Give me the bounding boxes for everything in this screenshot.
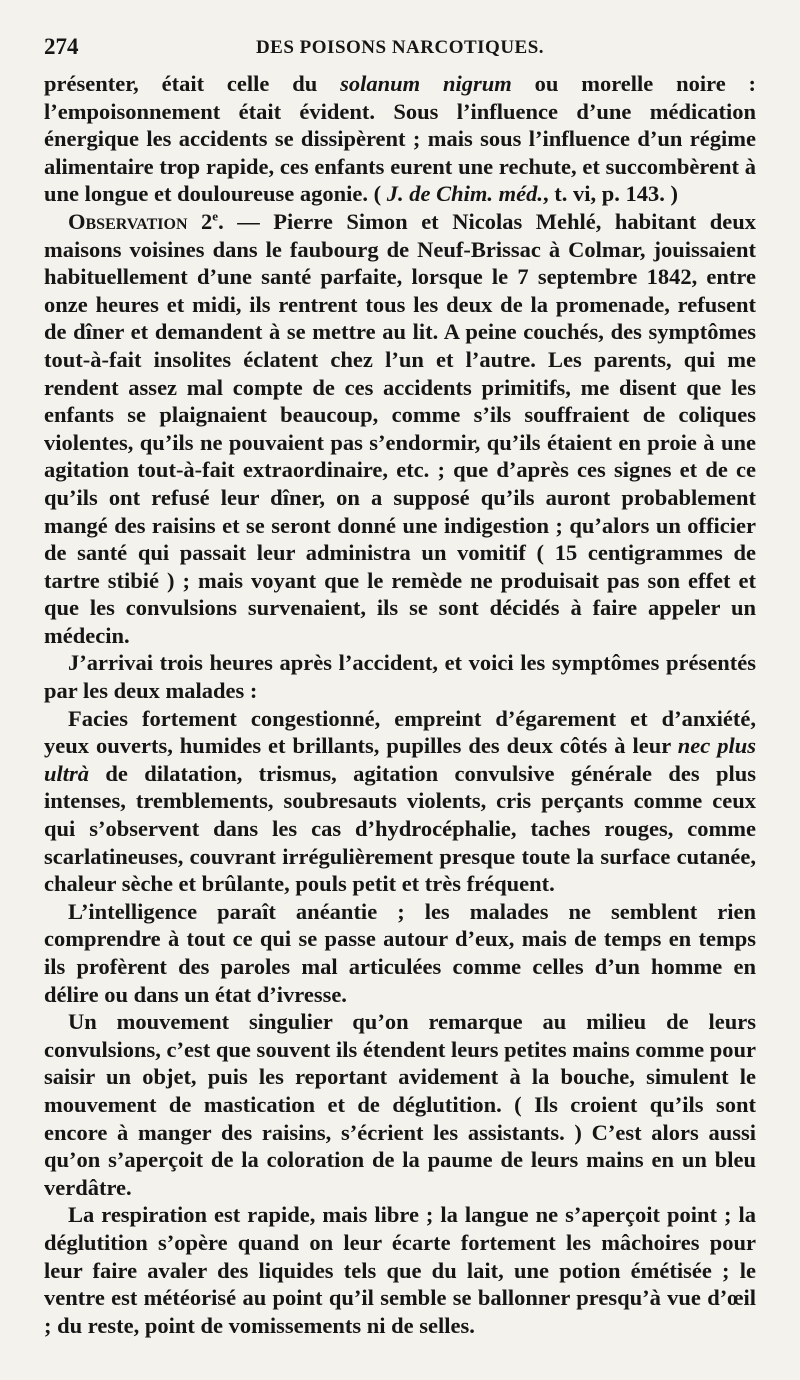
running-title: DES POISONS NARCOTIQUES. bbox=[255, 37, 545, 58]
text-run: ou morelle noire : l’empoisonnement était évident. Sous l’influence d’une médication énergique les accidents se dissipèrent ; mais sous l’influence d’un régime alimentaire trop rapide, ces enfants eurent une rechute, et succombèrent à une longue et douloureuse agonie. ( bbox=[44, 71, 757, 207]
text-run: . — Pierre Simon et Nicolas Mehlé, habitant deux maisons voisines dans le faubourg de Neuf-Brissac à Colmar, jouissaient habituellement d’une santé parfaite, lorsque le 7 septembre 1842, entre onze heures et midi, ils rentrent tous les deux de la promenade, refusent de dîner et demandent à se mettre au lit. A peine couchés, des symptômes tout-à-fait insolites éclatent chez l’un et l’autre. Les parents, qui me rendent assez mal compte de ces accidents primitifs, me disent que les enfants se plaignaient beaucoup, comme s’ils souffraient de coliques violentes, qu’ils ne pouvaient pas s’endormir, qu’ils étaient en proie à une agitation tout-à-fait extraordinaire, etc. ; que d’après ces signes et de ce qu’ils ont refusé leur dîner, on a supposé qu’ils auront probablement mangé des raisins et se seront donné une indigestion ; qu’alors un officier de santé qui passait leur administra un vomitif ( 15 centigrammes de tartre stibié ) ; mais voyant que le remède ne produisait pas son effet et que les convulsions survenaient, ils se sont décidés à faire appeler un médecin. bbox=[44, 208, 756, 648]
observation-superscript: e bbox=[212, 208, 219, 224]
observation-label: Observation 2 bbox=[68, 208, 213, 234]
italic-term: solanum nigrum bbox=[340, 71, 512, 96]
paragraph: Un mouvement singulier qu’on remarque au milieu de leurs convulsions, c’est que souvent ils étendent leurs petites mains comme pour saisir un objet, puis les reportant avidement à la bouche, simulent le mouvement de mastication et de déglutition. ( Ils croient qu’ils sont encore à manger des raisins, s’écrient les assistants. ) C’est alors aussi qu’on s’aperçoit de la coloration de la paume de leurs mains en un bleu verdâtre. bbox=[44, 1009, 756, 1200]
paragraph-observation bbox=[44, 208, 756, 650]
paragraph-continuation bbox=[44, 70, 756, 208]
body-text bbox=[44, 70, 756, 1339]
text-run: Facies fortement congestionné, empreint d’égarement et d’anxiété, yeux ouverts, humides et brillants, pupilles des deux côtés à leur bbox=[44, 705, 756, 759]
paragraph: L’intelligence paraît anéantie ; les malades ne semblent rien comprendre à tout ce qui se passe autour d’eux, mais de temps en temps ils profèrent des paroles mal articulées comme celles d’un homme en délire ou dans un état d’ivresse. bbox=[44, 898, 756, 1007]
page-number: 274 bbox=[44, 34, 79, 59]
paragraph: La respiration est rapide, mais libre ; la langue ne s’aperçoit point ; la déglutition s’opère quand on leur écarte fortement les mâchoires pour leur faire avaler des liquides tels que du lait, une potion émétisée ; le ventre est météorisé au point qu’il semble se ballonner presqu’à vue d’œil ; du reste, point de vomissements ni de selles. bbox=[44, 1202, 756, 1338]
page-header bbox=[44, 34, 756, 66]
citation-journal: J. de Chim. méd. bbox=[386, 181, 543, 207]
text-run: , t. vi, p. 143. ) bbox=[543, 181, 678, 207]
paragraph: J’arrivai trois heures après l’accident, et voici les symptômes présentés par les deux malades : bbox=[44, 650, 756, 704]
text-run: présenter, était celle du bbox=[44, 71, 341, 96]
paragraph-symptoms bbox=[44, 705, 756, 898]
italic-term: nec plus ultrà bbox=[44, 733, 756, 786]
text-run: de dilatation, trismus, agitation convulsive générale des plus intenses, tremblements, soubresauts violents, cris perçants comme ceux qui s’observent dans les cas d’hydrocéphalie, taches rouges, comme scarlatineuses, couvrant irrégulièrement presque toute la surface cutanée, chaleur sèche et brûlante, pouls petit et très fréquent. bbox=[44, 760, 756, 897]
